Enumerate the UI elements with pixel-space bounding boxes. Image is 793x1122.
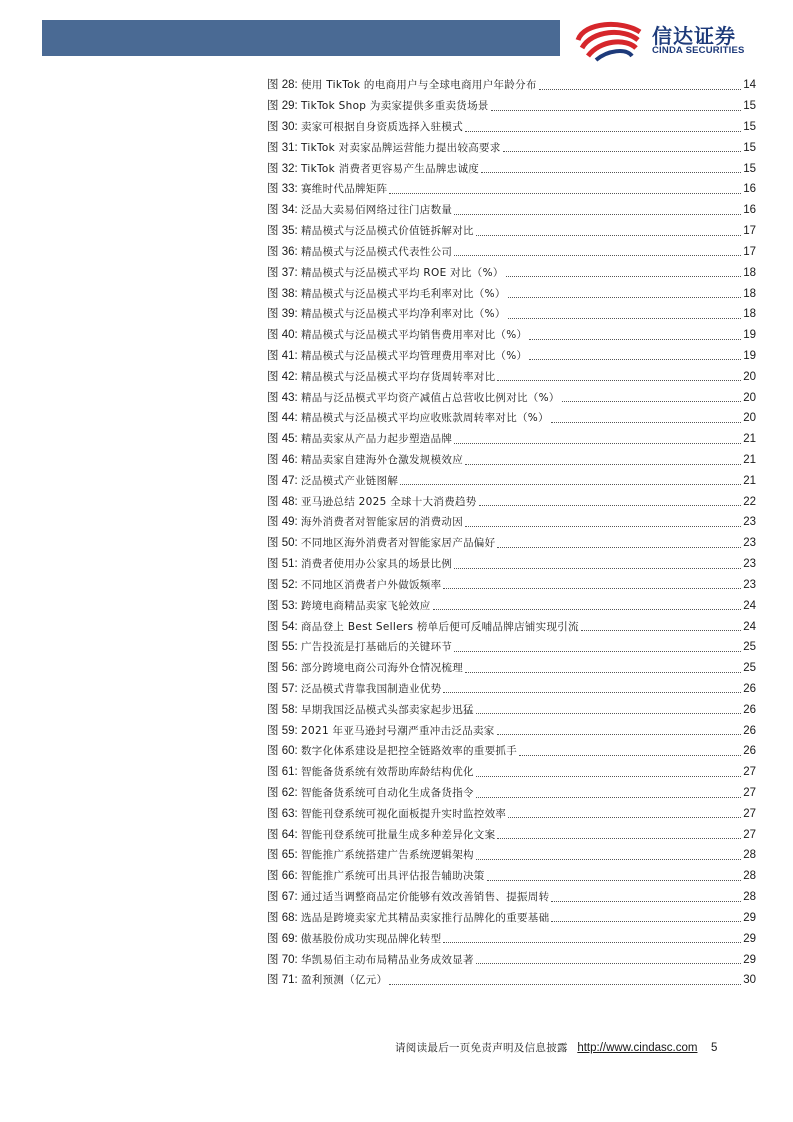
- toc-entry[interactable]: [267, 200, 756, 221]
- toc-page-number: 28: [743, 849, 756, 862]
- toc-entry[interactable]: [267, 221, 756, 242]
- toc-entry[interactable]: [267, 762, 756, 783]
- toc-leader-dots: [476, 963, 741, 964]
- toc-leader-dots: [454, 214, 741, 215]
- toc-page-number: 17: [743, 225, 756, 238]
- toc-figure-label: 图 59:: [267, 724, 298, 737]
- disclaimer-note: 请阅读最后一页免责声明及信息披露: [395, 1042, 568, 1054]
- toc-leader-dots: [465, 464, 741, 465]
- toc-figure-label: 图 62:: [267, 787, 298, 800]
- toc-figure-title: 卖家可根据自身资质选择入驻模式: [301, 121, 463, 134]
- toc-leader-dots: [529, 359, 741, 360]
- toc-entry[interactable]: [267, 637, 756, 658]
- toc-figure-label: 图 39:: [267, 308, 298, 321]
- toc-entry[interactable]: [267, 575, 756, 596]
- toc-figure-label: 图 54:: [267, 620, 298, 633]
- toc-page-number: 22: [743, 495, 756, 508]
- toc-leader-dots: [562, 401, 742, 402]
- toc-figure-title: 不同地区海外消费者对智能家居产品偏好: [301, 537, 496, 550]
- toc-figure-title: 泛品模式背靠我国制造业优势: [301, 682, 442, 695]
- toc-entry[interactable]: [267, 803, 756, 824]
- toc-entry[interactable]: [267, 658, 756, 679]
- toc-figure-label: 图 51:: [267, 558, 298, 571]
- toc-page-number: 14: [743, 79, 756, 92]
- toc-page-number: 26: [743, 724, 756, 737]
- toc-page-number: 20: [743, 412, 756, 425]
- toc-leader-dots: [479, 505, 742, 506]
- toc-figure-label: 图 46:: [267, 454, 298, 467]
- toc-figure-label: 图 66:: [267, 870, 298, 883]
- toc-figure-title: 精品模式与泛品模式代表性公司: [301, 245, 453, 258]
- toc-entry[interactable]: [267, 408, 756, 429]
- toc-entry[interactable]: [267, 429, 756, 450]
- toc-page-number: 15: [743, 141, 756, 154]
- toc-entry[interactable]: [267, 679, 756, 700]
- toc-leader-dots: [400, 484, 741, 485]
- toc-leader-dots: [491, 110, 741, 111]
- toc-entry[interactable]: [267, 741, 756, 762]
- toc-entry[interactable]: [267, 908, 756, 929]
- toc-entry[interactable]: [267, 387, 756, 408]
- toc-leader-dots: [476, 776, 741, 777]
- cinda-logo-mark-icon: [574, 18, 644, 62]
- toc-entry[interactable]: [267, 616, 756, 637]
- toc-entry[interactable]: [267, 137, 756, 158]
- toc-page-number: 29: [743, 911, 756, 924]
- toc-entry[interactable]: [267, 242, 756, 263]
- toc-entry[interactable]: [267, 783, 756, 804]
- toc-entry[interactable]: [267, 470, 756, 491]
- toc-figure-label: 图 52:: [267, 578, 298, 591]
- toc-figure-label: 图 61:: [267, 766, 298, 779]
- toc-figure-title: 精品卖家从产品力起步塑造品牌: [301, 433, 453, 446]
- toc-leader-dots: [465, 672, 741, 673]
- toc-figure-label: 图 43:: [267, 391, 298, 404]
- toc-leader-dots: [433, 609, 742, 610]
- toc-figure-title: 广告投流是打基础后的关键环节: [301, 641, 453, 654]
- toc-figure-title: 智能刊登系统可视化面板提升实时监控效率: [301, 807, 507, 820]
- toc-figure-label: 图 70:: [267, 953, 298, 966]
- toc-figure-title: 泛品大卖易佰网络过往门店数量: [301, 204, 453, 217]
- toc-entry[interactable]: [267, 887, 756, 908]
- toc-figure-label: 图 67:: [267, 891, 298, 904]
- toc-figure-label: 图 44:: [267, 412, 298, 425]
- toc-figure-label: 图 40:: [267, 329, 298, 342]
- toc-figure-label: 图 65:: [267, 849, 298, 862]
- toc-figure-label: 图 28:: [267, 79, 298, 92]
- toc-page-number: 29: [743, 953, 756, 966]
- toc-figure-title: TikTok 消费者更容易产生品牌忠诚度: [301, 162, 480, 175]
- toc-figure-title: 亚马逊总结 2025 全球十大消费趋势: [301, 495, 477, 508]
- toc-leader-dots: [551, 901, 741, 902]
- toc-figure-label: 图 71:: [267, 974, 298, 987]
- toc-figure-label: 图 31:: [267, 141, 298, 154]
- toc-entry[interactable]: [267, 554, 756, 575]
- toc-leader-dots: [476, 797, 741, 798]
- toc-page-number: 20: [743, 370, 756, 383]
- figure-index-list: [267, 75, 756, 991]
- toc-figure-label: 图 53:: [267, 599, 298, 612]
- toc-figure-label: 图 56:: [267, 662, 298, 675]
- toc-entry[interactable]: [267, 117, 756, 138]
- toc-figure-label: 图 38:: [267, 287, 298, 300]
- toc-leader-dots: [481, 172, 741, 173]
- toc-leader-dots: [389, 193, 741, 194]
- toc-figure-label: 图 41:: [267, 349, 298, 362]
- toc-entry[interactable]: [267, 325, 756, 346]
- toc-page-number: 23: [743, 578, 756, 591]
- toc-page-number: 27: [743, 828, 756, 841]
- logo-name-cn: 信达证券: [652, 24, 736, 48]
- toc-figure-label: 图 64:: [267, 828, 298, 841]
- toc-page-number: 15: [743, 100, 756, 113]
- toc-leader-dots: [389, 984, 741, 985]
- toc-entry[interactable]: [267, 75, 756, 96]
- toc-page-number: 18: [743, 308, 756, 321]
- toc-figure-title: 智能推广系统搭建广告系统逻辑架构: [301, 849, 474, 862]
- toc-page-number: 17: [743, 245, 756, 258]
- toc-entry[interactable]: [267, 970, 756, 991]
- toc-figure-label: 图 69:: [267, 932, 298, 945]
- toc-leader-dots: [506, 276, 742, 277]
- toc-figure-title: 智能备货系统可自动化生成备货指令: [301, 787, 474, 800]
- toc-page-number: 20: [743, 391, 756, 404]
- toc-leader-dots: [454, 255, 741, 256]
- toc-leader-dots: [497, 380, 741, 381]
- toc-entry[interactable]: [267, 346, 756, 367]
- toc-figure-label: 图 30:: [267, 121, 298, 134]
- toc-figure-title: 使用 TikTok 的电商用户与全球电商用户年龄分布: [301, 79, 537, 92]
- toc-figure-title: 精品模式与泛品模式平均销售费用率对比（%）: [301, 329, 528, 342]
- toc-figure-title: 精品模式与泛品模式价值链拆解对比: [301, 225, 474, 238]
- toc-leader-dots: [476, 713, 741, 714]
- toc-figure-label: 图 57:: [267, 682, 298, 695]
- toc-figure-label: 图 68:: [267, 911, 298, 924]
- toc-leader-dots: [539, 89, 742, 90]
- logo-name-en: CINDA SECURITIES: [652, 45, 745, 56]
- toc-page-number: 24: [743, 599, 756, 612]
- toc-page-number: 23: [743, 516, 756, 529]
- toc-figure-title: 盈利预测（亿元）: [301, 974, 388, 987]
- toc-figure-label: 图 45:: [267, 433, 298, 446]
- toc-page-number: 16: [743, 204, 756, 217]
- toc-leader-dots: [519, 755, 741, 756]
- toc-figure-title: TikTok Shop 为卖家提供多重卖货场景: [301, 100, 489, 113]
- cinda-logo: [574, 18, 774, 62]
- toc-figure-label: 图 49:: [267, 516, 298, 529]
- toc-page-number: 25: [743, 641, 756, 654]
- toc-figure-title: 海外消费者对智能家居的消费动因: [301, 516, 463, 529]
- toc-leader-dots: [454, 568, 741, 569]
- toc-figure-title: 早期我国泛品模式头部卖家起步迅猛: [301, 703, 474, 716]
- toc-figure-label: 图 37:: [267, 266, 298, 279]
- toc-entry[interactable]: [267, 595, 756, 616]
- toc-figure-label: 图 32:: [267, 162, 298, 175]
- toc-figure-title: 精品模式与泛品模式平均管理费用率对比（%）: [301, 349, 528, 362]
- toc-figure-title: 消费者使用办公家具的场景比例: [301, 558, 453, 571]
- toc-page-number: 23: [743, 558, 756, 571]
- toc-entry[interactable]: [267, 366, 756, 387]
- toc-figure-title: TikTok 对卖家品牌运营能力提出较高要求: [301, 141, 501, 154]
- toc-figure-label: 图 55:: [267, 641, 298, 654]
- toc-page-number: 29: [743, 932, 756, 945]
- toc-leader-dots: [476, 859, 741, 860]
- toc-leader-dots: [503, 151, 742, 152]
- toc-entry[interactable]: [267, 96, 756, 117]
- toc-entry[interactable]: [267, 720, 756, 741]
- website-link[interactable]: http://www.cindasc.com: [577, 1042, 698, 1054]
- toc-page-number: 27: [743, 807, 756, 820]
- toc-page-number: 21: [743, 433, 756, 446]
- toc-figure-title: 赛维时代品牌矩阵: [301, 183, 388, 196]
- toc-figure-label: 图 33:: [267, 183, 298, 196]
- toc-leader-dots: [551, 921, 741, 922]
- toc-page-number: 19: [743, 349, 756, 362]
- toc-leader-dots: [443, 588, 741, 589]
- toc-figure-label: 图 29:: [267, 100, 298, 113]
- toc-figure-title: 精品模式与泛品模式平均净利率对比（%）: [301, 308, 506, 321]
- toc-figure-title: 2021 年亚马逊封号潮严重冲击泛品卖家: [301, 724, 495, 737]
- toc-figure-title: 精品模式与泛品模式平均 ROE 对比（%）: [301, 266, 504, 279]
- toc-figure-title: 华凯易佰主动布局精品业务成效显著: [301, 953, 474, 966]
- toc-leader-dots: [508, 817, 741, 818]
- toc-entry[interactable]: [267, 866, 756, 887]
- toc-page-number: 26: [743, 682, 756, 695]
- toc-figure-label: 图 60:: [267, 745, 298, 758]
- page-number: 5: [710, 1042, 718, 1054]
- toc-page-number: 25: [743, 662, 756, 675]
- toc-figure-label: 图 42:: [267, 370, 298, 383]
- toc-leader-dots: [454, 443, 741, 444]
- toc-figure-title: 不同地区消费者户外做饭频率: [301, 578, 442, 591]
- toc-entry[interactable]: [267, 262, 756, 283]
- header-bar: [42, 20, 560, 56]
- toc-figure-title: 跨境电商精品卖家飞轮效应: [301, 599, 431, 612]
- toc-leader-dots: [581, 630, 741, 631]
- toc-figure-title: 部分跨境电商公司海外仓情况梳理: [301, 662, 463, 675]
- toc-figure-title: 智能推广系统可出具评估报告辅助决策: [301, 870, 485, 883]
- toc-figure-label: 图 35:: [267, 225, 298, 238]
- toc-figure-title: 数字化体系建设是把控全链路效率的重要抓手: [301, 745, 517, 758]
- toc-page-number: 28: [743, 891, 756, 904]
- toc-leader-dots: [465, 526, 741, 527]
- toc-figure-title: 傲基股份成功实现品牌化转型: [301, 932, 442, 945]
- toc-figure-title: 选品是跨境卖家尤其精品卖家推行品牌化的重要基础: [301, 911, 550, 924]
- toc-leader-dots: [443, 692, 741, 693]
- toc-page-number: 26: [743, 703, 756, 716]
- toc-figure-label: 图 50:: [267, 537, 298, 550]
- toc-page-number: 21: [743, 474, 756, 487]
- toc-page-number: 24: [743, 620, 756, 633]
- toc-figure-title: 智能刊登系统可批量生成多种差异化文案: [301, 828, 496, 841]
- toc-figure-title: 精品模式与泛品模式平均毛利率对比（%）: [301, 287, 506, 300]
- toc-page-number: 18: [743, 266, 756, 279]
- toc-entry[interactable]: [267, 845, 756, 866]
- toc-page-number: 27: [743, 766, 756, 779]
- toc-page-number: 28: [743, 870, 756, 883]
- toc-entry[interactable]: [267, 949, 756, 970]
- toc-page-number: 26: [743, 745, 756, 758]
- toc-entry[interactable]: [267, 928, 756, 949]
- toc-figure-title: 商品登上 Best Sellers 榜单后便可反哺品牌店铺实现引流: [301, 620, 579, 633]
- toc-entry[interactable]: [267, 512, 756, 533]
- toc-entry[interactable]: [267, 699, 756, 720]
- toc-leader-dots: [497, 734, 742, 735]
- toc-figure-label: 图 47:: [267, 474, 298, 487]
- toc-figure-title: 智能备货系统有效帮助库龄结构优化: [301, 766, 474, 779]
- toc-entry[interactable]: [267, 179, 756, 200]
- toc-figure-label: 图 48:: [267, 495, 298, 508]
- toc-page-number: 19: [743, 329, 756, 342]
- toc-page-number: 15: [743, 121, 756, 134]
- toc-leader-dots: [465, 131, 741, 132]
- toc-leader-dots: [497, 547, 741, 548]
- toc-page-number: 16: [743, 183, 756, 196]
- toc-leader-dots: [551, 422, 741, 423]
- toc-figure-label: 图 63:: [267, 807, 298, 820]
- toc-entry[interactable]: [267, 450, 756, 471]
- toc-leader-dots: [443, 942, 741, 943]
- toc-figure-title: 精品模式与泛品模式平均存货周转率对比: [301, 370, 496, 383]
- toc-entry[interactable]: [267, 533, 756, 554]
- toc-leader-dots: [487, 880, 742, 881]
- page-footer: [395, 1040, 755, 1056]
- toc-leader-dots: [454, 651, 741, 652]
- toc-figure-label: 图 58:: [267, 703, 298, 716]
- toc-figure-label: 图 34:: [267, 204, 298, 217]
- toc-figure-title: 精品模式与泛品模式平均应收账款周转率对比（%）: [301, 412, 549, 425]
- toc-entry[interactable]: [267, 158, 756, 179]
- toc-page-number: 23: [743, 537, 756, 550]
- toc-entry[interactable]: [267, 491, 756, 512]
- toc-figure-title: 精品卖家自建海外仓激发规模效应: [301, 454, 463, 467]
- toc-page-number: 15: [743, 162, 756, 175]
- toc-page-number: 21: [743, 454, 756, 467]
- toc-figure-title: 通过适当调整商品定价能够有效改善销售、提振周转: [301, 891, 550, 904]
- toc-leader-dots: [508, 297, 742, 298]
- toc-page-number: 27: [743, 787, 756, 800]
- toc-entry[interactable]: [267, 304, 756, 325]
- toc-figure-title: 精品与泛品模式平均资产减值占总营收比例对比（%）: [301, 391, 560, 404]
- toc-leader-dots: [497, 838, 741, 839]
- toc-entry[interactable]: [267, 824, 756, 845]
- toc-entry[interactable]: [267, 283, 756, 304]
- toc-page-number: 30: [743, 974, 756, 987]
- toc-leader-dots: [508, 318, 742, 319]
- toc-figure-label: 图 36:: [267, 245, 298, 258]
- toc-leader-dots: [476, 235, 741, 236]
- toc-figure-title: 泛品模式产业链图解: [301, 474, 399, 487]
- toc-leader-dots: [529, 339, 741, 340]
- toc-page-number: 18: [743, 287, 756, 300]
